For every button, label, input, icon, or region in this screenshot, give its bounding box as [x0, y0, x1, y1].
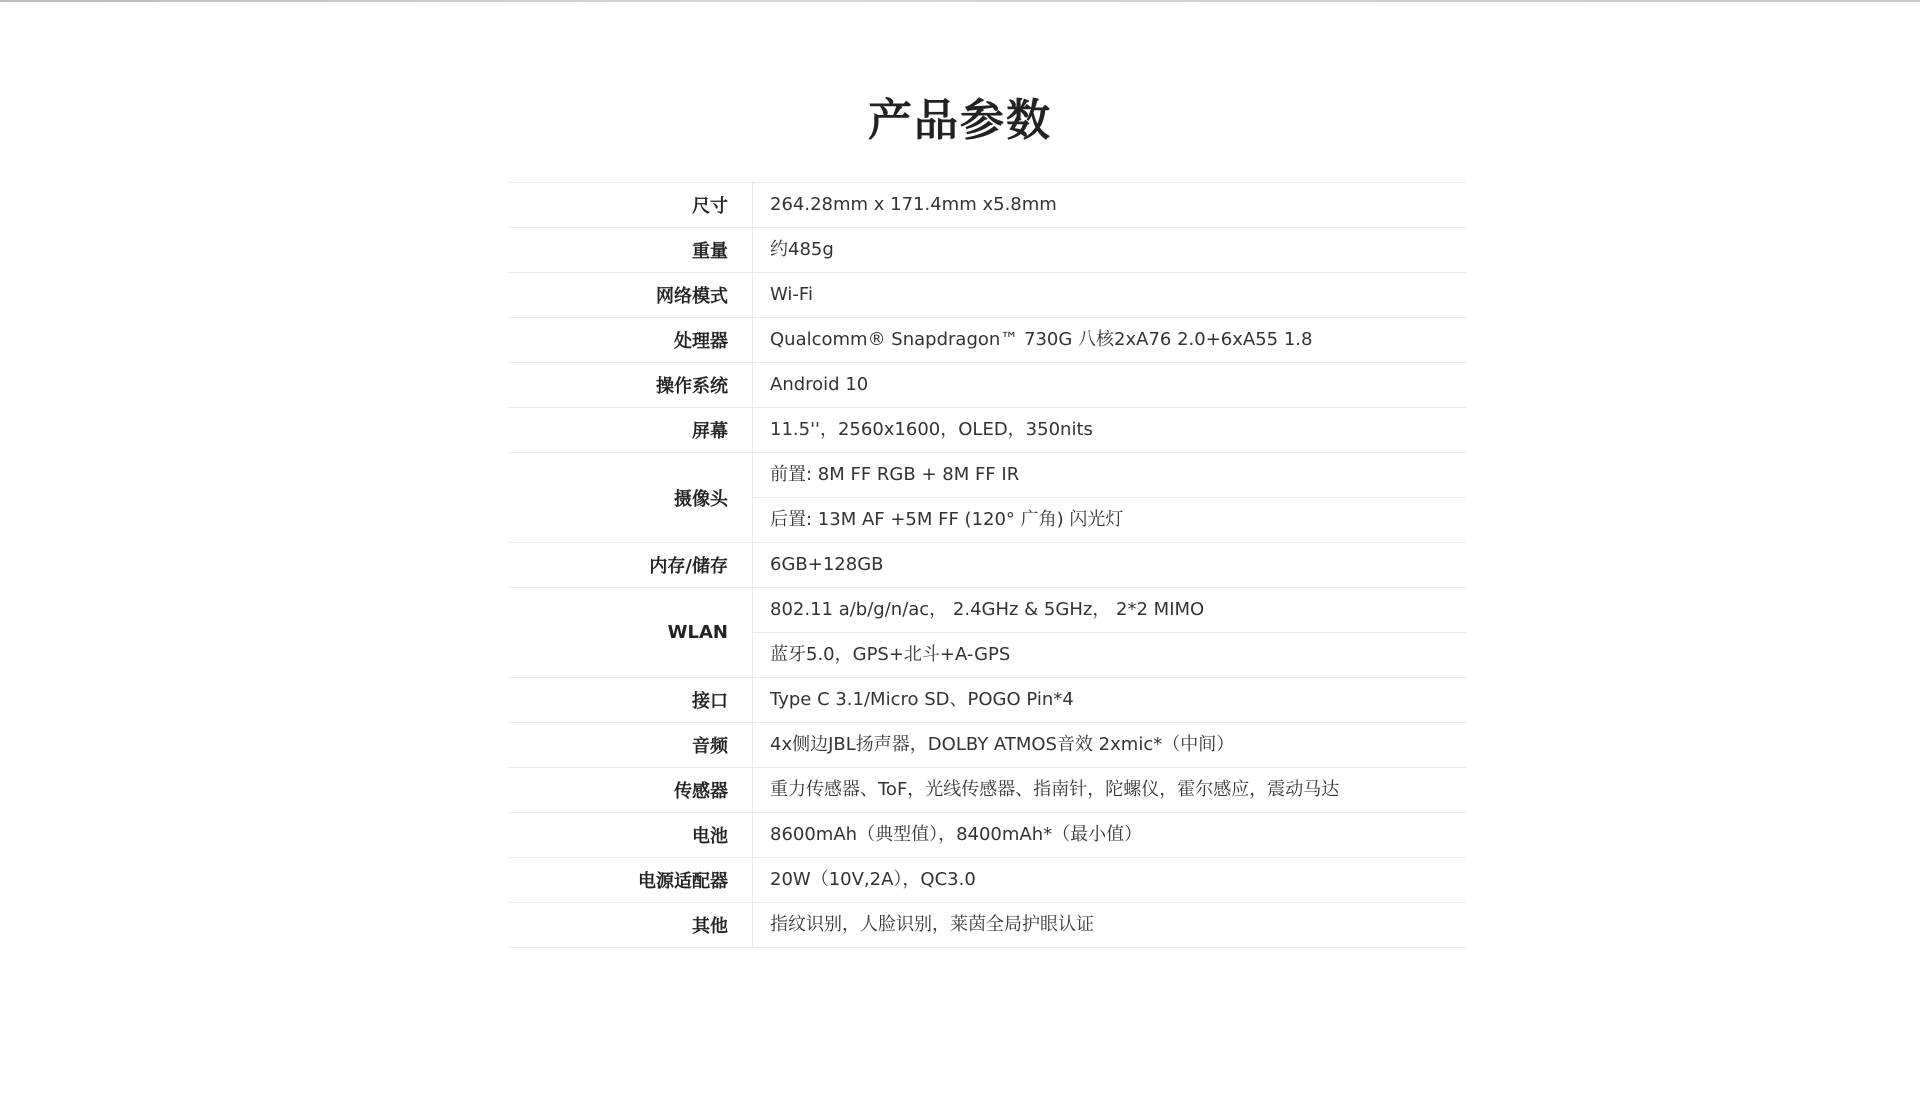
spec-label: WLAN: [508, 588, 753, 677]
spec-value: Android 10: [770, 374, 869, 395]
spec-label: 处理器: [508, 318, 753, 362]
spec-value: 8600mAh（典型值），8400mAh*（最小值）: [770, 824, 1143, 845]
spec-label: 传感器: [508, 768, 753, 812]
spec-label: 内存/储存: [508, 543, 753, 587]
spec-value: 前置: 8M FF RGB + 8M FF IR: [770, 464, 1020, 485]
page-title: 产品参数: [868, 95, 1052, 146]
spec-value: 蓝牙5.0，GPS+北斗+A-GPS: [753, 632, 1466, 677]
spec-row: [508, 317, 1466, 362]
spec-row: [508, 812, 1466, 857]
spec-value: 20W（10V,2A），QC3.0: [770, 869, 976, 890]
spec-row: [508, 902, 1466, 948]
spec-row: [508, 272, 1466, 317]
spec-values: [753, 408, 1466, 452]
spec-values: [753, 183, 1466, 227]
spec-values: [753, 858, 1466, 902]
spec-values: [753, 273, 1466, 317]
spec-row: [508, 407, 1466, 452]
spec-value: 后置: 13M AF +5M FF (120° 广角) 闪光灯: [753, 497, 1466, 542]
spec-values: [753, 768, 1466, 812]
spec-row: [508, 542, 1466, 587]
spec-value: 指纹识别，人脸识别，莱茵全局护眼认证: [770, 914, 1094, 935]
spec-values: [753, 678, 1466, 722]
spec-values: [753, 723, 1466, 767]
spec-value: 4x侧边JBL扬声器，DOLBY ATMOS音效 2xmic*（中间）: [770, 734, 1235, 755]
spec-value: Qualcomm® Snapdragon™ 730G 八核2xA76 2.0+6xA55 1.8: [770, 329, 1313, 350]
spec-label: 摄像头: [508, 453, 753, 542]
spec-values: [753, 318, 1466, 362]
spec-values: [753, 813, 1466, 857]
spec-value: 11.5''，2560x1600，OLED，350nits: [770, 419, 1093, 440]
spec-row: [508, 587, 1466, 677]
spec-values: [753, 543, 1466, 587]
spec-values: [753, 363, 1466, 407]
spec-label: 音频: [508, 723, 753, 767]
spec-value: Type C 3.1/Micro SD、POGO Pin*4: [770, 689, 1074, 710]
spec-label: 电池: [508, 813, 753, 857]
spec-label: 接口: [508, 678, 753, 722]
spec-row: [508, 227, 1466, 272]
spec-value: Wi-Fi: [770, 284, 813, 305]
spec-values: [753, 903, 1466, 947]
spec-label: 网络模式: [508, 273, 753, 317]
spec-row: [508, 767, 1466, 812]
spec-values: [753, 588, 1466, 677]
spec-row: [508, 677, 1466, 722]
spec-row: [508, 857, 1466, 902]
spec-value: 约485g: [770, 239, 834, 260]
spec-row: [508, 452, 1466, 542]
spec-label: 尺寸: [508, 183, 753, 227]
spec-table: [508, 182, 1466, 948]
spec-row: [508, 362, 1466, 407]
top-divider: [0, 0, 1920, 2]
spec-value: 重力传感器、ToF，光线传感器、指南针，陀螺仪，霍尔感应，震动马达: [770, 779, 1340, 800]
spec-label: 重量: [508, 228, 753, 272]
spec-label: 屏幕: [508, 408, 753, 452]
spec-row: [508, 182, 1466, 227]
spec-label: 电源适配器: [508, 858, 753, 902]
spec-values: [753, 453, 1466, 542]
spec-values: [753, 228, 1466, 272]
spec-label: 操作系统: [508, 363, 753, 407]
spec-value: 6GB+128GB: [770, 554, 884, 575]
spec-label: 其他: [508, 903, 753, 947]
spec-value: 802.11 a/b/g/n/ac， 2.4GHz & 5GHz， 2*2 MIMO: [770, 599, 1205, 620]
spec-value: 264.28mm x 171.4mm x5.8mm: [770, 194, 1057, 215]
spec-row: [508, 722, 1466, 767]
